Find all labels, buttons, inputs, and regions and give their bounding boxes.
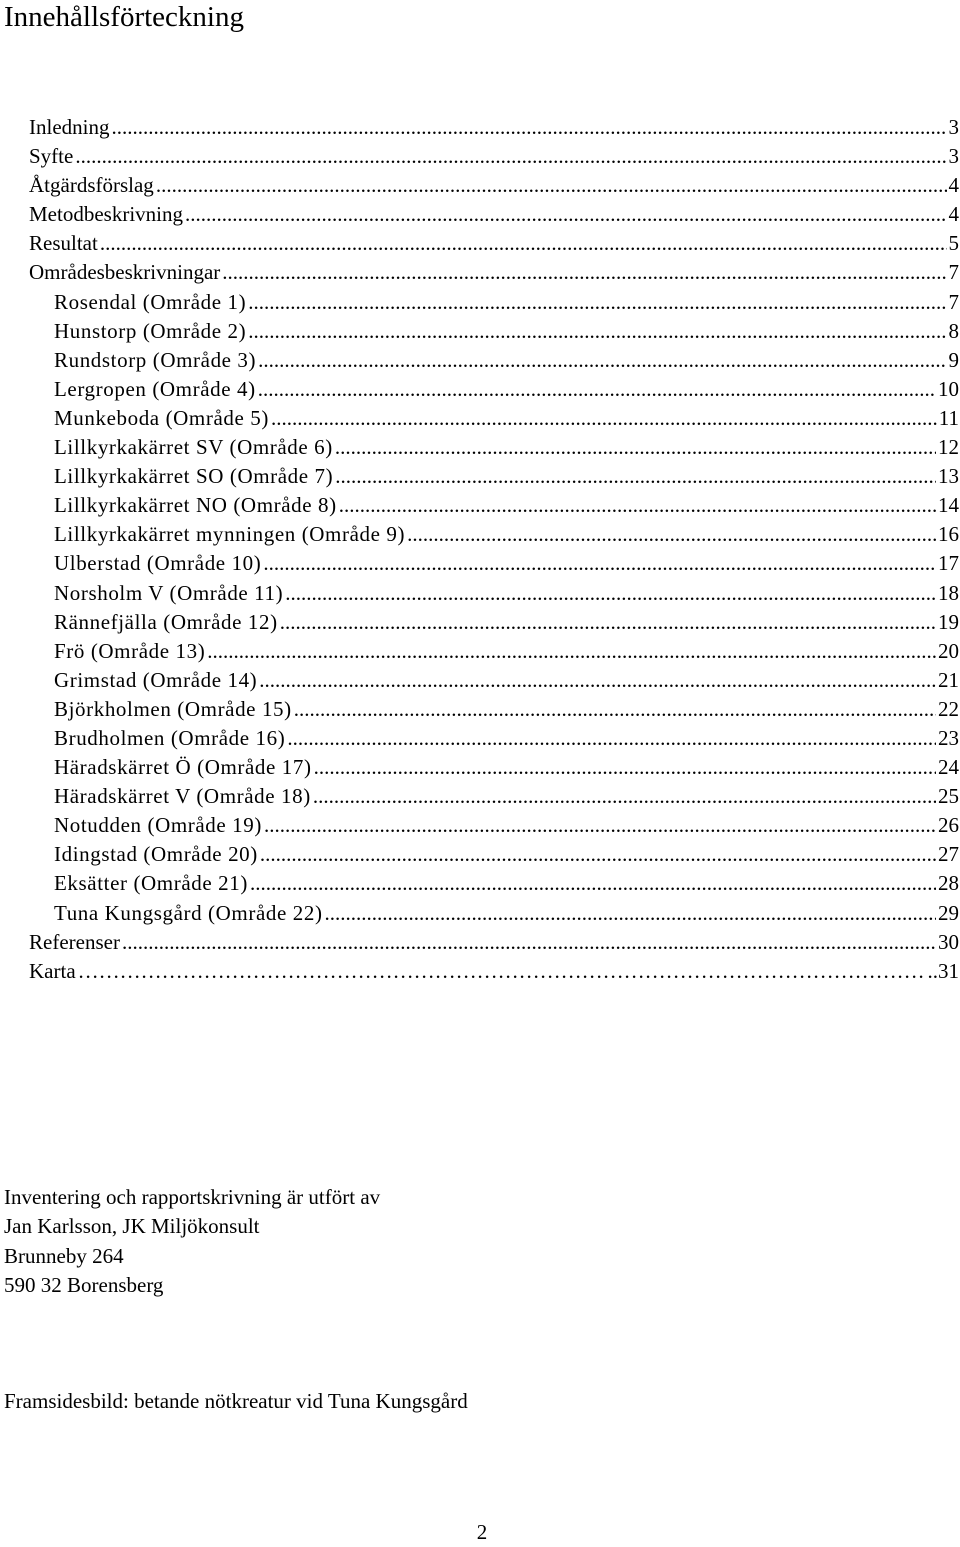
toc-entry-label: Idingstad (Område 20) [54, 842, 258, 867]
toc-entry-label: Rännefjälla (Område 12) [54, 609, 278, 634]
toc-entry-label: Hunstorp (Område 2) [54, 318, 247, 343]
toc-entry-label: Lillkyrkakärret SO (Område 7) [54, 464, 334, 489]
toc-entry-label: Lillkyrkakärret NO (Område 8) [54, 493, 337, 518]
toc-entry[interactable] [29, 869, 959, 898]
toc-dot-leader [207, 637, 936, 666]
toc-entry-page-number: 9 [948, 347, 959, 372]
toc-entry-label: Ulberstad (Område 10) [54, 551, 262, 576]
toc-entry-page-number: 30 [938, 929, 959, 954]
toc-entry[interactable] [29, 142, 959, 171]
toc-entry-page-number: 21 [938, 667, 959, 692]
toc-dot-leader [285, 579, 936, 608]
page-number: 2 [476, 1520, 488, 1544]
toc-dot-leader [122, 928, 936, 957]
toc-entry-label: Metodbeskrivning [29, 202, 183, 227]
toc-entry[interactable] [29, 637, 959, 666]
toc-dot-leader [248, 288, 946, 317]
toc-entry[interactable] [29, 404, 959, 433]
toc-entry[interactable] [29, 782, 959, 811]
toc-entry-page-number: 28 [938, 871, 959, 896]
toc-entry[interactable] [29, 375, 959, 404]
toc-entry[interactable] [29, 462, 959, 491]
toc-dot-leader [287, 724, 936, 753]
cover-image-caption: Framsidesbild: betande nötkreatur vid Tuna Kungsgård [4, 1389, 468, 1413]
toc-dot-leader [264, 811, 936, 840]
toc-entry-page-number: 7 [948, 260, 959, 285]
toc-entry-label: Lergropen (Område 4) [54, 376, 256, 401]
toc-entry-label: Björkholmen (Område 15) [54, 696, 292, 721]
toc-dot-leader [314, 753, 936, 782]
toc-entry-label: Häradskärret V (Område 18) [54, 784, 311, 809]
table-of-contents [29, 113, 959, 986]
credits-line: Jan Karlsson, JK Miljökonsult [4, 1214, 260, 1239]
toc-dot-leader [335, 462, 936, 491]
toc-entry-page-number: 10 [938, 376, 959, 401]
toc-entry[interactable] [29, 928, 959, 957]
toc-dot-leader [248, 317, 946, 346]
toc-dot-leader [185, 200, 947, 229]
toc-entry-label: Häradskärret Ö (Område 17) [54, 755, 312, 780]
toc-entry[interactable] [29, 317, 959, 346]
toc-dot-leader [325, 899, 936, 928]
toc-entry[interactable] [29, 288, 959, 317]
page-title: Innehållsförteckning [4, 1, 244, 33]
toc-entry-page-number: 3 [948, 115, 959, 139]
toc-entry[interactable] [29, 520, 959, 549]
toc-entry-label: Tuna Kungsgård (Område 22) [54, 900, 323, 925]
toc-entry[interactable] [29, 695, 959, 724]
toc-entry[interactable] [29, 899, 959, 928]
toc-entry[interactable] [29, 433, 959, 462]
toc-entry-page-number: 26 [938, 813, 959, 838]
toc-entry[interactable] [29, 113, 959, 142]
toc-entry-page-number: 7 [948, 289, 959, 314]
toc-entry-page-number: 11 [938, 405, 959, 430]
toc-entry-label: Lillkyrkakärret mynningen (Område 9) [54, 522, 406, 547]
toc-entry-page-number: 14 [938, 493, 959, 518]
toc-dot-leader [407, 520, 936, 549]
toc-entry-label: Resultat [29, 231, 98, 256]
toc-dot-leader [75, 142, 946, 171]
toc-entry-page-number: 16 [938, 522, 959, 547]
toc-dot-leader [250, 869, 936, 898]
toc-entry-label: Områdesbeskrivningar [29, 260, 221, 285]
toc-dot-leader [258, 375, 936, 404]
toc-entry[interactable] [29, 753, 959, 782]
toc-entry-page-number: 25 [938, 784, 959, 809]
toc-entry-label: Munkeboda (Område 5) [54, 405, 269, 430]
toc-entry[interactable] [29, 957, 959, 986]
toc-entry-page-number: 29 [938, 900, 959, 925]
toc-entry-label: Åtgärdsförslag [29, 173, 154, 198]
toc-entry-label: Karta [29, 958, 76, 983]
toc-entry-page-number: 17 [938, 551, 959, 576]
credits-line: Inventering och rapportskrivning är utfört av [4, 1185, 381, 1209]
toc-entry-page-number: 24 [938, 755, 959, 780]
toc-entry[interactable] [29, 171, 959, 200]
toc-entry-label: Norsholm V (Område 11) [54, 580, 284, 605]
toc-entry-page-number: 4 [948, 173, 959, 198]
toc-dot-leader [259, 666, 936, 695]
toc-entry-label: Inledning [29, 115, 110, 139]
toc-entry[interactable] [29, 811, 959, 840]
toc-entry-page-number: 8 [948, 318, 959, 343]
toc-entry-page-number: 12 [938, 435, 959, 460]
toc-dot-leader [100, 229, 947, 258]
toc-dot-leader [294, 695, 936, 724]
credits-line: Brunneby 264 [4, 1243, 124, 1268]
toc-dot-leader [111, 113, 946, 142]
toc-entry[interactable] [29, 579, 959, 608]
toc-dot-leader [280, 608, 936, 637]
toc-entry-page-number: 18 [938, 580, 959, 605]
toc-entry-page-number: 4 [948, 202, 959, 227]
toc-dot-leader [271, 404, 937, 433]
toc-entry-label: Rosendal (Område 1) [54, 289, 247, 314]
toc-entry-page-number: 23 [938, 725, 959, 750]
toc-entry-label: Syfte [29, 144, 74, 169]
toc-entry-label: Grimstad (Område 14) [54, 667, 258, 692]
toc-dot-leader [222, 258, 946, 287]
toc-entry-page-number: 27 [938, 842, 959, 867]
toc-entry[interactable] [29, 666, 959, 695]
toc-entry[interactable] [29, 491, 959, 520]
toc-entry-page-number: ..31 [927, 958, 959, 983]
toc-dot-leader [339, 491, 936, 520]
toc-entry[interactable] [29, 346, 959, 375]
toc-entry[interactable] [29, 724, 959, 753]
toc-entry-label: Lillkyrkakärret SV (Område 6) [54, 435, 333, 460]
toc-entry-page-number: 22 [938, 696, 959, 721]
toc-entry[interactable] [29, 608, 959, 637]
toc-dot-leader [78, 957, 926, 986]
toc-entry-label: Frö (Område 13) [54, 638, 206, 663]
toc-dot-leader [260, 840, 936, 869]
toc-entry-label: Brudholmen (Område 16) [54, 725, 286, 750]
toc-dot-leader [335, 433, 936, 462]
toc-entry[interactable] [29, 200, 959, 229]
toc-dot-leader [313, 782, 936, 811]
toc-dot-leader [263, 549, 936, 578]
credits-block [4, 1183, 380, 1300]
toc-entry-page-number: 19 [938, 609, 959, 634]
toc-entry[interactable] [29, 840, 959, 869]
toc-entry-page-number: 13 [938, 464, 959, 489]
toc-entry-label: Eksätter (Område 21) [54, 871, 248, 896]
toc-entry[interactable] [29, 258, 959, 287]
toc-entry-page-number: 3 [948, 144, 959, 169]
toc-entry-label: Rundstorp (Område 3) [54, 347, 257, 372]
toc-entry-label: Referenser [29, 929, 120, 954]
toc-entry-page-number: 5 [948, 231, 959, 256]
toc-dot-leader [258, 346, 946, 375]
toc-entry[interactable] [29, 549, 959, 578]
credits-line: 590 32 Borensberg [4, 1272, 164, 1297]
toc-dot-leader [156, 171, 947, 200]
toc-entry[interactable] [29, 229, 959, 258]
toc-entry-label: Notudden (Område 19) [54, 813, 262, 838]
toc-entry-page-number: 20 [938, 638, 959, 663]
